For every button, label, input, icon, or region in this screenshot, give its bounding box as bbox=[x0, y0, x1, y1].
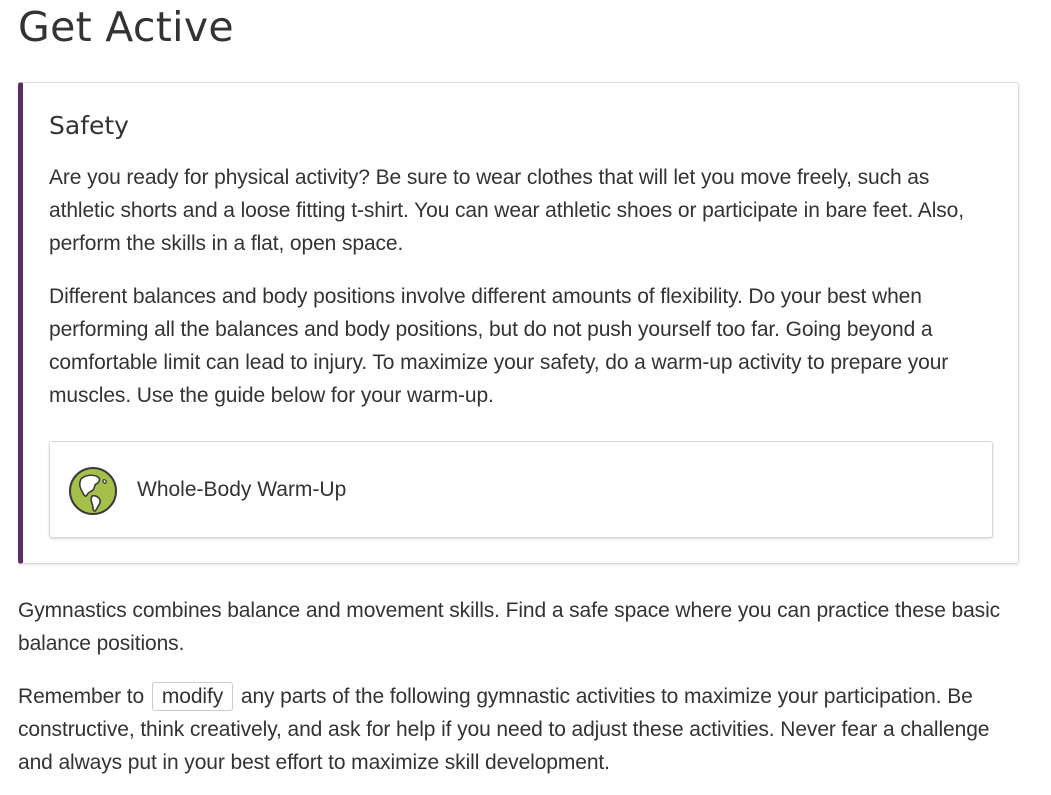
reminder-text-after: any parts of the following gymnastic activities to maximize your participation. Be constructive, think creatively, and ask for help if you need to adjust these activities. Never fear a challenge and always put in your best effort to maximize skill development. bbox=[18, 685, 990, 774]
safety-paragraph-flexibility: Different balances and body positions involve different amounts of flexibility. Do your best when performing all the balances and body positions, but do not push yourself too far. Going beyond a comfortable limit can lead to injury. To maximize your safety, do a warm-up activity to prepare your muscles. Use the guide below for your warm-up. bbox=[49, 285, 949, 407]
safety-callout bbox=[18, 82, 1019, 564]
warm-up-resource-label: Whole-Body Warm-Up bbox=[137, 478, 347, 501]
warm-up-resource-link[interactable] bbox=[49, 441, 993, 538]
globe-icon bbox=[68, 466, 118, 516]
safety-heading: Safety bbox=[49, 111, 129, 140]
modify-glossary-term[interactable]: modify bbox=[152, 682, 233, 711]
reminder-paragraph bbox=[18, 680, 1019, 779]
intro-paragraph: Gymnastics combines balance and movement skills. Find a safe space where you can practice these basic balance positions. bbox=[18, 599, 1001, 655]
page-title: Get Active bbox=[18, 3, 234, 51]
safety-paragraph-clothing: Are you ready for physical activity? Be sure to wear clothes that will let you move freely, such as athletic shorts and a loose fitting t-shirt. You can wear athletic shoes or participate in bare feet. Also, perform the skills in a flat, open space. bbox=[49, 166, 964, 255]
reminder-text-before: Remember to bbox=[18, 685, 145, 708]
